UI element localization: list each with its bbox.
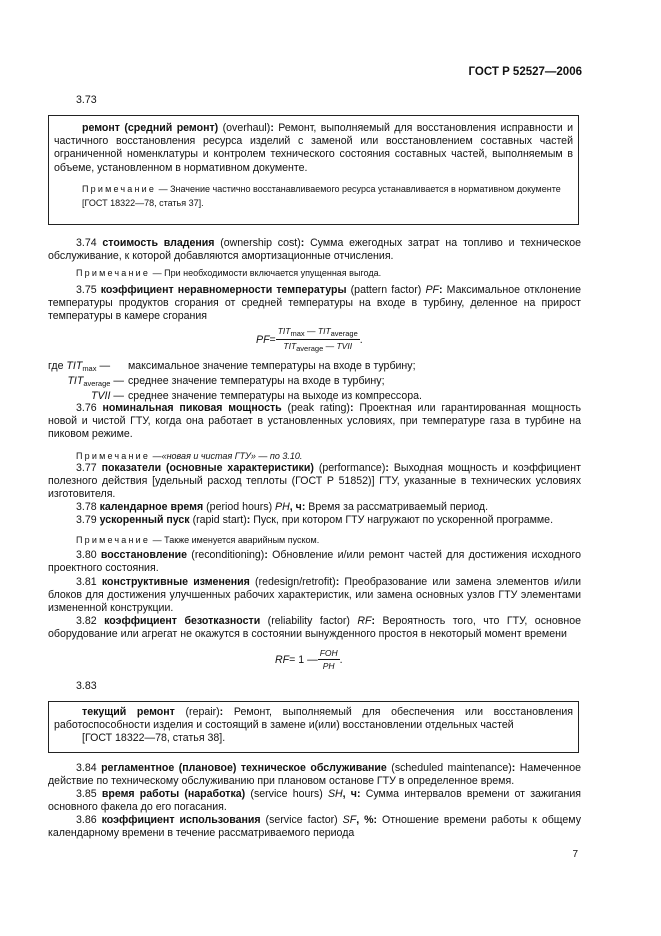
term-3-76: 3.76 номинальная пиковая мощность (peak rating): Проектная или гарантированная мощность новой и чистой ГТУ, когда она работает в установленных условиях, при температуре газа в турбине на пиковом режиме. Примечание —«новая и чистая ГТУ» — по 3.10.: [48, 402, 582, 461]
term-3-77: 3.77 показатели (основные характеристики) (performance): Выходная мощность и коэффициент полезного действия [удельный расход теплоты (ГОСТ Р 51852)] ГТУ, указанные в технических условиях изготовителя.: [48, 462, 581, 501]
term-3-75: 3.75 коэффициент неравномерности температуры (pattern factor) PF: Максимальное отклонение температуры продуктов сгорания от средней температуры на входе в турбину, деленное на прирост температуры в камере сгорания: [48, 284, 581, 323]
formula-definitions: где $TIT_{max}$ — максимальное значение температуры на входе в турбину; $TIT_{average}$ — среднее значение температуры на входе в турбину; TVII — среднее значение температуры на выходе из компрессора.: [48, 360, 422, 403]
term-3-74: 3.74 стоимость владения (ownership cost): Сумма ежегодных затрат на топливо и техническое обслуживание, к которой добавляются амортизационные отчисления. Примечание — При необходимости включается упущенная выгода.: [48, 237, 581, 279]
term-def-3-83: текущий ремонт (repair): Ремонт, выполняемый для обеспечения или восстановления работоспособности изделия и состоящий в замене и(или) восстановлении отдельных частей: [54, 706, 573, 732]
term-box-3-83: [48, 701, 579, 753]
page-number: 7: [572, 849, 578, 860]
term-3-84: 3.84 регламентное (плановое) техническое обслуживание (scheduled maintenance): Намеченное действие по техническому обслуживанию при плановом останове ГТУ в определенное время.: [48, 762, 581, 788]
term-3-80: 3.80 восстановление (reconditioning): Обновление и/или ремонт частей для достижения исходного проектного состояния.: [48, 549, 581, 575]
term-3-82: 3.82 коэффициент безотказности (reliability factor) RF: Вероятность того, что ГТУ, основное оборудование или агрегат не окажутся в состоянии вынужденного простоя в некоторый момент времени: [48, 615, 581, 641]
term-3-78: 3.78 календарное время (period hours) PH, ч: Время за рассматриваемый период.: [76, 501, 489, 513]
term-3-81: 3.81 конструктивные изменения (redesign/retrofit): Преобразование или замена элементов и/или блоков для достижения улучшенных рабочих характеристик, или замена основных узлов ГТУ элементами измененной конструкции.: [48, 576, 581, 615]
formula-reliability-factor: RF = 1 — $\frac{\text{FOH}}{PH}$ .: [275, 648, 343, 671]
term-number-3-83: 3.83: [76, 680, 97, 692]
term-note-3-76: Примечание —«новая и чистая ГТУ» — по 3.10.: [76, 450, 303, 461]
term-3-85: 3.85 время работы (наработка) (service hours) SH, ч: Сумма интервалов времени от зажигания основного факела до его погасания.: [48, 788, 581, 814]
term-box-3-73: [48, 115, 579, 225]
term-3-79: 3.79 ускоренный пуск (rapid start): Пуск, при котором ГТУ нагружают по ускоренной программе. Примечание — Также именуется аварийным пуском.: [48, 514, 581, 546]
term-ref-3-83: [ГОСТ 18322—78, статья 38].: [82, 732, 226, 745]
formula-pattern-factor: PF = $\frac{\text{TITmax — TITaverage}}{\text{TITaverage — TVII}}$ .: [256, 326, 363, 353]
term-note-3-74: Примечание — При необходимости включается упущенная выгода.: [76, 268, 382, 279]
term-def-3-73: ремонт (средний ремонт) (overhaul): Ремонт, выполняемый для восстановления исправности и частичного восстановления ресурса изделий с заменой или восстановлением составных частей ограниченной номенклатуры и контролем технического состояния составных частей, выполняемым в объеме, установленном в нормативном документе.: [54, 122, 573, 174]
term-3-86: 3.86 коэффициент использования (service factor) SF, %: Отношение времени работы к общему календарному времени в течение рассматриваемого периода: [48, 814, 581, 840]
term-note-3-79: Примечание — Также именуется аварийным пуском.: [76, 535, 320, 546]
term-number-3-73: 3.73: [76, 94, 97, 106]
term-ref-3-73: [ГОСТ 18322—78, статья 37].: [82, 197, 204, 208]
document-header: ГОСТ Р 52527—2006: [468, 66, 582, 78]
term-note-3-73: Примечание — Значение частично восстанавливаемого ресурса устанавливается в нормативном документе: [82, 183, 561, 194]
